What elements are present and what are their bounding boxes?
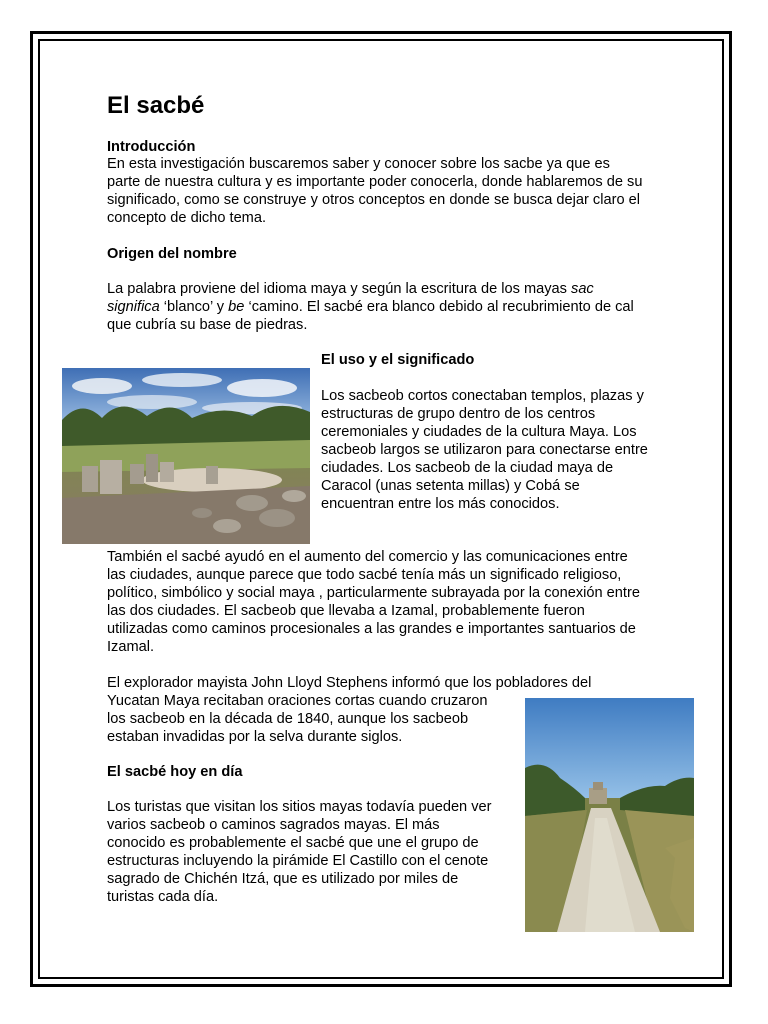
origen-text: La palabra proviene del idioma maya y según la escritura de los mayas <box>107 281 572 297</box>
comercio-line: las dos ciudades. El sacbeob que llevaba a Izamal, probablemente fueron <box>107 603 585 619</box>
explorador-line: El explorador mayista John Lloyd Stephens informó que los pobladores del <box>107 675 592 691</box>
hoy-line: conocido es probablemente el sacbé que une el grupo de <box>107 835 479 851</box>
origen-line <box>107 298 634 316</box>
comercio-line: las ciudades, aunque parece que todo sacbé tenía más un significado religioso, <box>107 567 622 583</box>
sacbe-road-photo <box>525 698 694 932</box>
uso-line: ciudades. Los sacbeob de la ciudad maya de <box>321 460 614 476</box>
explorador-line: los sacbeob en la década de 1840, aunque los sacbeob <box>107 711 469 727</box>
uso-line: sacbeob largos se utilizaron para conectarse entre <box>321 442 648 458</box>
intro-line: concepto de dicho tema. <box>107 210 267 226</box>
word-sac: sac <box>571 281 594 297</box>
uso-line: ceremoniales y ciudades de la cultura Maya. Los <box>321 424 637 440</box>
word-significa: significa <box>107 299 160 315</box>
intro-heading: Introducción <box>107 139 196 155</box>
hoy-line: Los turistas que visitan los sitios mayas todavía pueden ver <box>107 799 492 815</box>
comercio-line: utilizadas como caminos procesionales a las grandes e importantes santuarios de <box>107 621 636 637</box>
ruins-photo <box>62 368 310 544</box>
explorador-line: estaban invadidas por la selva durante siglos. <box>107 729 403 745</box>
origen-text: ‘camino <box>244 299 299 315</box>
comercio-line: También el sacbé ayudó en el aumento del comercio y las comunicaciones entre <box>107 549 628 565</box>
uso-heading: El uso y el significado <box>321 352 475 368</box>
comercio-line: político, simbólico y social maya , particularmente subrayada por la conexión entre <box>107 585 640 601</box>
uso-line: Caracol (unas setenta millas) y Cobá se <box>321 478 580 494</box>
explorador-line: Yucatan Maya recitaban oraciones cortas cuando cruzaron <box>107 693 488 709</box>
origen-text: ‘blanco’ y <box>159 299 229 315</box>
intro-line: En esta investigación buscaremos saber y conocer sobre los sacbe ya que es <box>107 156 610 172</box>
hoy-line: varios sacbeob o caminos sagrados mayas. El más <box>107 817 440 833</box>
document-title: El sacbé <box>107 92 205 119</box>
comercio-line: Izamal. <box>107 639 155 655</box>
origen-line: que cubría su base de piedras. <box>107 317 308 333</box>
intro-line: significado, como se construye y otros conceptos en donde se busca dejar claro el <box>107 192 640 208</box>
uso-line: encuentran entre los más conocidos. <box>321 496 560 512</box>
origen-heading: Origen del nombre <box>107 246 237 262</box>
uso-line: Los sacbeob cortos conectaban templos, plazas y <box>321 388 644 404</box>
origen-text: . El sacbé era blanco debido al recubrimiento de cal <box>298 299 634 315</box>
word-be: be <box>228 299 245 315</box>
hoy-line: sagrado de Chichén Itzá, que es utilizado por miles de <box>107 871 459 887</box>
hoy-heading: El sacbé hoy en día <box>107 764 243 780</box>
intro-line: parte de nuestra cultura y es importante poder conocerla, donde hablaremos de su <box>107 174 643 190</box>
hoy-line: estructuras incluyendo la pirámide El Castillo con el cenote <box>107 853 489 869</box>
uso-line: estructuras de grupo dentro de los centros <box>321 406 596 422</box>
hoy-line: turistas cada día. <box>107 889 219 905</box>
origen-line <box>107 280 594 298</box>
